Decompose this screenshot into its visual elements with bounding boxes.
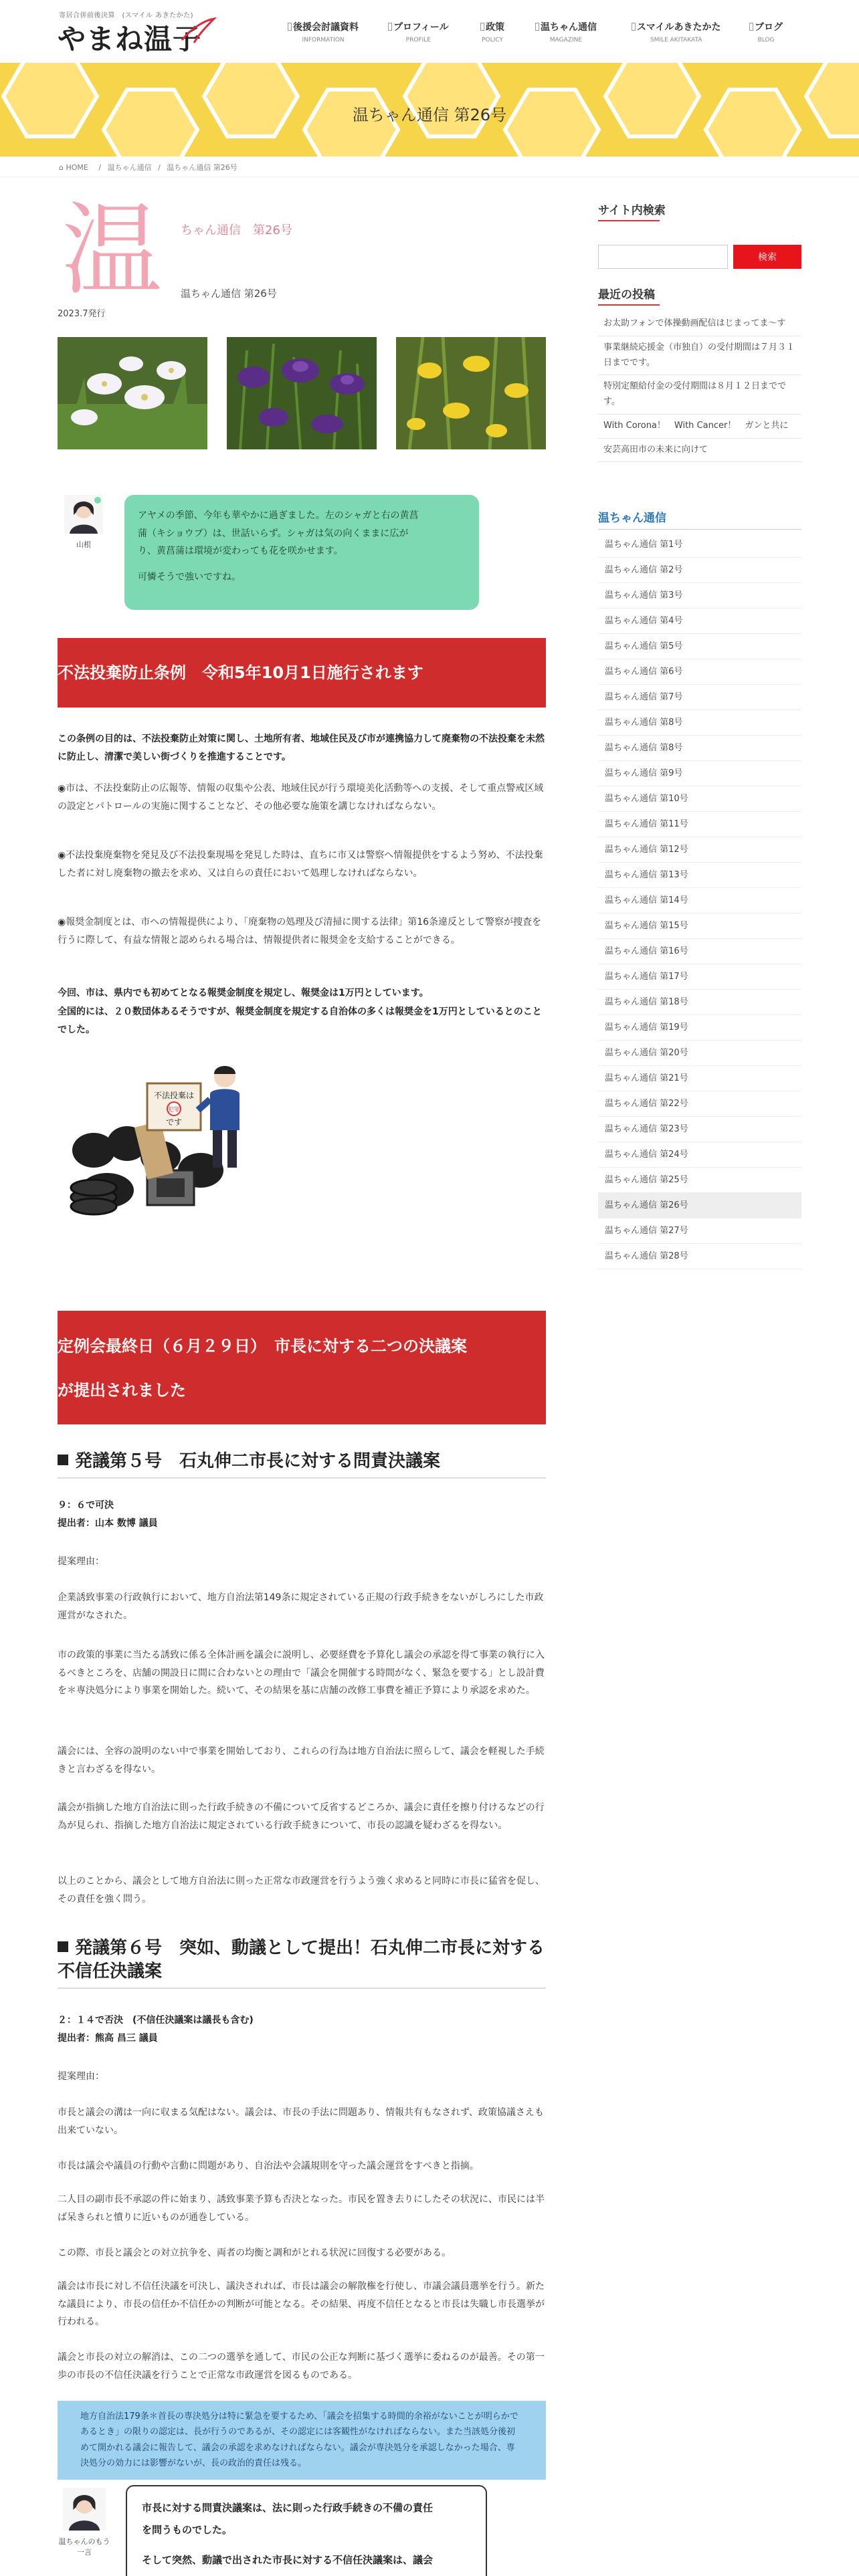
title-kicker: ちゃん通信 第26号 — [181, 223, 292, 237]
onchan-archive-item[interactable]: 温ちゃん通信 第4号 — [598, 609, 801, 634]
section-heading-resolutions: 定例会最終日（６月２９日） 市長に対する二つの決議案 が提出されました — [58, 1311, 546, 1424]
onchan-archive-item[interactable]: 温ちゃん通信 第5号 — [598, 634, 801, 659]
search-button[interactable]: 検索 — [733, 245, 801, 269]
onchan-archive-heading: 温ちゃん通信 — [598, 508, 801, 530]
page-banner — [0, 63, 859, 156]
nav-item-information[interactable]: 後援会討議資料 INFORMATION — [288, 20, 359, 43]
site-logo[interactable]: やまね温子 — [58, 23, 202, 56]
onchan-archive-item[interactable]: 温ちゃん通信 第6号 — [598, 659, 801, 685]
onchan-archive-item[interactable]: 温ちゃん通信 第10号 — [598, 786, 801, 812]
onchan-archive-item[interactable]: 温ちゃん通信 第24号 — [598, 1142, 801, 1168]
onchan-archive-item[interactable]: 温ちゃん通信 第12号 — [598, 837, 801, 863]
onchan-archive-item[interactable]: 温ちゃん通信 第14号 — [598, 888, 801, 914]
title-kanji: 温 — [62, 193, 163, 309]
onchan-archive-item[interactable]: 温ちゃん通信 第17号 — [598, 964, 801, 990]
onchan-archive-item[interactable]: 温ちゃん通信 第23号 — [598, 1117, 801, 1142]
onchan-archive-item[interactable]: 温ちゃん通信 第28号 — [598, 1244, 801, 1269]
motion5-paragraph-2: 市の政策的事業に当たる誘致に係る全体計画を議会に説明し、必要経費を予算化し議会の承認を得て事業の執行に入るべきところを、店舗の開設日に間に合わないとの理由で「議会を開催する時間がなく、緊急を要する」とし設計費を＊専決処分により事業を開始した。続いて、その結果を基に店舗の改修工事費を補正予算により承認を求めた。 — [58, 1650, 545, 1697]
vote-result-motion-5: ９：６で可決 提出者：山本 数博 議員 — [58, 1500, 158, 1529]
heading-motion-6: 発議第６号 突如、動議として提出！石丸伸二市長に対する不信任決議案 — [58, 1937, 546, 1989]
onchan-archive-item[interactable]: 温ちゃん通信 第1号 — [598, 532, 801, 558]
motion6-paragraph-6: 議会と市長の対立の解消は、この二つの選挙を通して、市民の公正な判断に基づく選挙に委ねるのが最善。その第一歩の市長の不信任決議を行うことで正常な市政運営を図るものである。 — [58, 2352, 545, 2381]
logo-swash-icon — [179, 13, 219, 47]
photo-iris-flowers — [227, 337, 377, 449]
site-header — [0, 0, 859, 63]
motion5-paragraph-5: 以上のことから、議会として地方自治法に則った正常な市政運営を行うよう強く求めると同時に市長に猛省を促し、その責任を強く問う。 — [58, 1876, 545, 1905]
avatar-icon — [63, 2488, 106, 2531]
onchan-archive-item[interactable]: 温ちゃん通信 第7号 — [598, 685, 801, 710]
onchan-archive-item[interactable]: 温ちゃん通信 第13号 — [598, 863, 801, 888]
breadcrumb-current: 温ちゃん通信 第26号 — [167, 163, 237, 172]
page-title: 温ちゃん通信 第26号 — [352, 106, 507, 124]
breadcrumb: ⌂ HOME / 温ちゃん通信 / 温ちゃん通信 第26号 — [59, 163, 237, 172]
illegal-dumping-illustration — [67, 1057, 248, 1217]
onchan-archive-item[interactable]: 温ちゃん通信 第27号 — [598, 1218, 801, 1244]
onchan-archive-item[interactable]: 温ちゃん通信 第25号 — [598, 1168, 801, 1193]
onchan-archive-item[interactable]: 温ちゃん通信 第11号 — [598, 812, 801, 837]
note-box-local-autonomy-law: 地方自治法179条＊首長の専決処分は特に緊急を要するため、「議会を招集する時間的余裕がないことが明らかであるとき」の限りの認定は、長が行うのであるが、その認定には客観性がなければならない。また当該処分後初めて開かれる議会に報告して、議会の承認を求めなければならない。議会が専決処分を承認しなかった場合、専決処分の効力には影響がないが、長の政治的責任は残る。 — [58, 2401, 546, 2480]
onchan-archive-item[interactable]: 温ちゃん通信 第19号 — [598, 1015, 801, 1041]
nav-item-magazine[interactable]: 温ちゃん通信 MAGAZINE — [535, 20, 597, 43]
recent-post-link[interactable]: 安芸高田市の未来に向けて — [598, 439, 801, 463]
onchan-archive-item[interactable]: 温ちゃん通信 第9号 — [598, 761, 801, 786]
vote-result-motion-6: ２：１４で否決 (不信任決議案は議長も含む) 提出者：熊高 昌三 議員 — [58, 2015, 254, 2044]
search-input[interactable] — [598, 245, 728, 269]
site-search-heading: サイト内検索 — [598, 201, 801, 221]
motion6-paragraph-3: 二人目の副市長不承認の件に始まり、誘致事業予算も否決となった。市民を置き去りにしたその状況に、市民には半ば呆きられと憤りに近いものが通巻している。 — [58, 2194, 545, 2223]
photo-yellow-iris — [396, 337, 546, 449]
recent-post-link[interactable]: 事業継続応援金（市独自）の受付期間は７月３１日までです。 — [598, 336, 801, 376]
heading-motion-5: 発議第５号 石丸伸二市長に対する問責決議案 — [58, 1450, 546, 1479]
avatar-icon — [64, 495, 103, 534]
onchan-archive — [598, 508, 801, 1269]
section-heading-illegal-dumping: 不法投棄防止条例 令和5年10月1日施行されます — [58, 638, 546, 708]
motion5-paragraph-3: 議会には、全容の説明のない中で事業を開始しており、これらの行為は地方自治法に照らして、議会を軽視した手続きと言わざるを得ない。 — [58, 1746, 545, 1775]
bottom-author-avatar: 温ちゃんのもう一言 — [58, 2488, 111, 2557]
author-avatar: 山根 — [64, 495, 103, 550]
onchan-archive-item[interactable]: 温ちゃん通信 第18号 — [598, 990, 801, 1015]
section1-paragraph-5: 今回、市は、県内でも初めてとなる報奨金制度を規定し、報奨金は1万円としています。 — [58, 988, 429, 998]
onchan-archive-item[interactable]: 温ちゃん通信 第26号 — [598, 1193, 801, 1218]
motion6-paragraph-5: 議会は市長に対し不信任決議を可決し、議決されれば、市長は議会の解散権を行使し、市議会議員選挙を行う。新たな議員により、市長の信任か不信任かの判断が可能となる。その結果、再度不信任となると市長は失職し市長選挙が行われる。 — [58, 2281, 545, 2328]
reason-label-b: 提案理由： — [58, 2071, 104, 2082]
onchan-archive-item[interactable]: 温ちゃん通信 第3号 — [598, 583, 801, 609]
site-search-form — [598, 245, 801, 269]
logo-tagline: 寄居合併前後決算 (スマイル あきたかた) — [59, 12, 194, 19]
onchan-archive-item[interactable]: 温ちゃん通信 第22号 — [598, 1091, 801, 1117]
onchan-archive-item[interactable]: 温ちゃん通信 第8号 — [598, 710, 801, 736]
issued-date: 2023.7発行 — [58, 309, 106, 319]
motion6-paragraph-4: この際、市長と議会との対立抗争を、両者の均衡と調和がとれる状況に回復する必要がある。 — [58, 2248, 451, 2258]
recent-post-link[interactable]: With Corona！ With Cancer！ ガンと共に — [598, 415, 801, 439]
nav-item-profile[interactable]: プロフィール PROFILE — [388, 20, 449, 43]
section1-paragraph-3: ◉不法投棄廃棄物を発見及び不法投棄現場を発見した時は、直ちに市又は警察へ情報提供をするよう努め、不法投棄した者に対し廃棄物の撤去を求め、又は自らの責任において処理しなければならない。 — [58, 850, 543, 879]
author-speech-bubble: アヤメの季節、今年も華やかに過ぎました。左のシャガと右の黄菖 蒲（キショウブ）は、世話いらず。シャガは気の向くままに広が り、黄菖蒲は環境が変わっても花を咲かせます。 可憐そうで強いですね。 — [124, 495, 479, 610]
motion6-paragraph-1: 市長と議会の溝は一向に収まる気配はない。議会は、市長の手法に問題あり、情報共有もなされず、政策協議さえも出来ていない。 — [58, 2107, 544, 2136]
photo-shaga-flowers — [58, 337, 207, 449]
breadcrumb-magazine-link[interactable]: 温ちゃん通信 — [107, 163, 152, 172]
sign-text-1: 不法投棄は — [153, 1091, 195, 1100]
section1-paragraph-1: この条例の目的は、不法投棄防止対策に関し、土地所有者、地域住民及び市が連携協力して廃棄物の不法投棄を未然に防止し、清潔で美しい街づくりを推進することです。 — [58, 734, 545, 762]
motion6-paragraph-2: 市長は議会や議員の行動や言動に問題があり、自治法や会議規則を守った議会運営をすべきと指摘。 — [58, 2161, 479, 2171]
onchan-archive-item[interactable]: 温ちゃん通信 第15号 — [598, 914, 801, 939]
recent-posts-heading: 最近の投稿 — [598, 285, 801, 306]
onchan-archive-list — [598, 532, 801, 1269]
author-comment-bubble: 市長に対する問責決議案は、法に則った行政手続きの不備の責任 を問うものでした。 そして突然、動議で出された市長に対する不信任決議案は、議会 — [126, 2485, 487, 2576]
onchan-archive-item[interactable]: 温ちゃん通信 第8号 — [598, 736, 801, 761]
onchan-archive-item[interactable]: 温ちゃん通信 第20号 — [598, 1041, 801, 1066]
sign-text-2: 犯罪 — [167, 1107, 181, 1113]
nav-item-smile[interactable]: スマイルあきたかた SMILE AKITAKATA — [632, 20, 721, 43]
section1-paragraph-6: 全国的には、２０数団体あるそうですが、報奨金制度を規定する自治体の多くは報奨金を1万円としているとのことでした。 — [58, 1006, 542, 1035]
reason-label-a: 提案理由： — [58, 1556, 104, 1567]
sign-text-3: です — [165, 1117, 183, 1127]
onchan-archive-item[interactable]: 温ちゃん通信 第21号 — [598, 1066, 801, 1091]
recent-post-link[interactable]: お太助フォンで体操動画配信はじまってま～す — [598, 312, 801, 336]
motion5-paragraph-4: 議会が指摘した地方自治法に則った行政手続きの不備について反省するどころか、議会に責任を擦り付けるなどの行為が見られ、指摘した地方自治法に規定されている行政手続きについて、市長の認識を疑わざるを得ない。 — [58, 1802, 545, 1831]
section1-paragraph-4: ◉報奨金制度とは、市への情報提供により、「廃棄物の処理及び清掃に関する法律」第16条違反として警察が捜査を行うに際して、有益な情報と認められる場合は、情報提供者に報奨金を支給することができる。 — [58, 917, 542, 946]
section1-paragraph-2: ◉市は、不法投棄防止の広報等、情報の収集や公表、地域住民が行う環境美化活動等への支援、そして重点警戒区域の設定とパトロールの実施に関することなど、その他必要な施策を講じなければならない。 — [58, 783, 544, 812]
nav-item-blog[interactable]: ブログ BLOG — [749, 20, 783, 43]
onchan-archive-item[interactable]: 温ちゃん通信 第16号 — [598, 939, 801, 964]
breadcrumb-home-link[interactable]: ⌂ HOME — [59, 163, 88, 172]
onchan-archive-item[interactable]: 温ちゃん通信 第2号 — [598, 558, 801, 583]
recent-posts — [598, 285, 801, 462]
nav-item-policy[interactable]: 政策 POLICY — [480, 20, 504, 43]
issue-name: 温ちゃん通信 第26号 — [181, 288, 277, 300]
motion5-paragraph-1: 企業誘致事業の行政執行において、地方自治法第149条に規定されている正規の行政手続きをないがしろにした市政運営がなされた。 — [58, 1592, 544, 1621]
sidebar — [598, 201, 801, 1261]
recent-post-link[interactable]: 特別定額給付金の受付期間は８月１２日までです。 — [598, 375, 801, 415]
